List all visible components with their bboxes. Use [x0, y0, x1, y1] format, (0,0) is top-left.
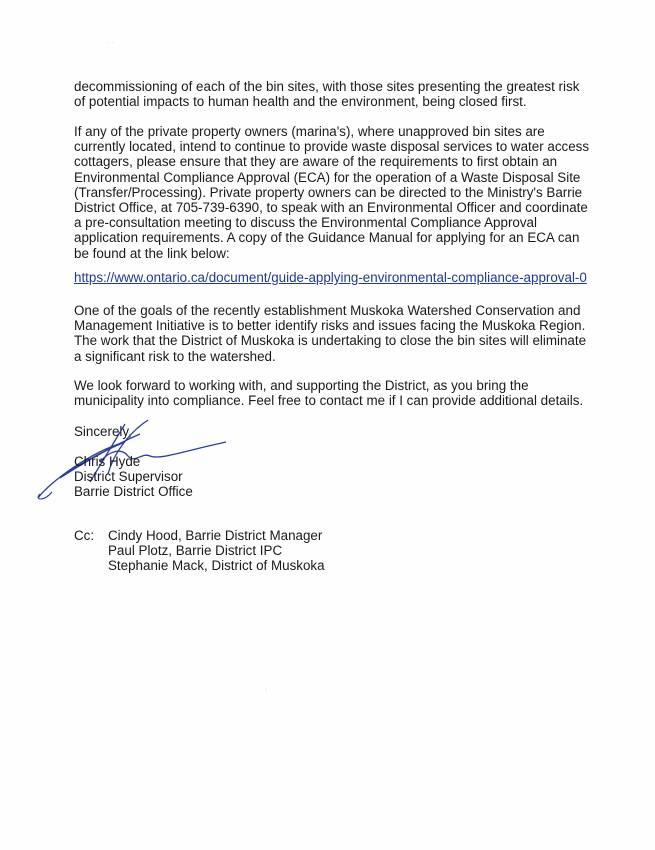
closing-salutation: Sincerely,: [74, 424, 132, 439]
cc-recipient: Paul Plotz, Barrie District IPC: [108, 543, 283, 559]
guidance-link-line: [74, 270, 594, 285]
cc-list: [108, 528, 325, 574]
signer-title: District Supervisor: [74, 469, 183, 485]
paragraph-private-owners: If any of the private property owners (marina's), where unapproved bin sites are currently located, intend to continue to provide waste disposal services to water access cottagers, please ensure that they are aware of the requirements to first obtain an Environmental Compliance Approval (ECA) for the operation of a Waste Disposal Site (Transfer/Processing). Private property owners can be directed to the Ministry's Barrie District Office, at 705-739-6390, to speak with an Environmental Officer and coordinate a pre-consultation meeting to discuss the Environmental Compliance Approval application requirements. A copy of the Guidance Manual for applying for an ECA can be found at the link below:: [74, 124, 590, 261]
signature-block: [74, 454, 193, 500]
signer-name: Chris Hyde: [74, 454, 141, 469]
paragraph-watershed: One of the goals of the recently establishment Muskoka Watershed Conservation and Management Initiative is to better identify risks and issues facing the Muskoka Region. The work that the District of Muskoka is undertaking to close the bin sites will eliminate a significant risk to the watershed.: [74, 303, 587, 364]
paragraph-decommissioning: decommissioning of each of the bin sites, with those sites presenting the greatest risk of potential impacts to human health and the environment, being closed first.: [74, 79, 580, 110]
guidance-manual-link[interactable]: https://www.ontario.ca/document/guide-applying-environmental-compliance-approval-0: [74, 270, 587, 285]
signer-office: Barrie District Office: [74, 484, 193, 500]
paragraph-closing-remarks: We look forward to working with, and supporting the District, as you bring the municipality into compliance. Feel free to contact me if I can provide additional details.: [74, 378, 584, 409]
cc-recipient: Stephanie Mack, District of Muskoka: [108, 558, 325, 574]
cc-recipient: Cindy Hood, Barrie District Manager: [108, 528, 323, 543]
cc-label: Cc:: [74, 528, 95, 543]
scan-artifact: \: [265, 688, 267, 694]
scan-artifact: - -: [108, 40, 114, 46]
